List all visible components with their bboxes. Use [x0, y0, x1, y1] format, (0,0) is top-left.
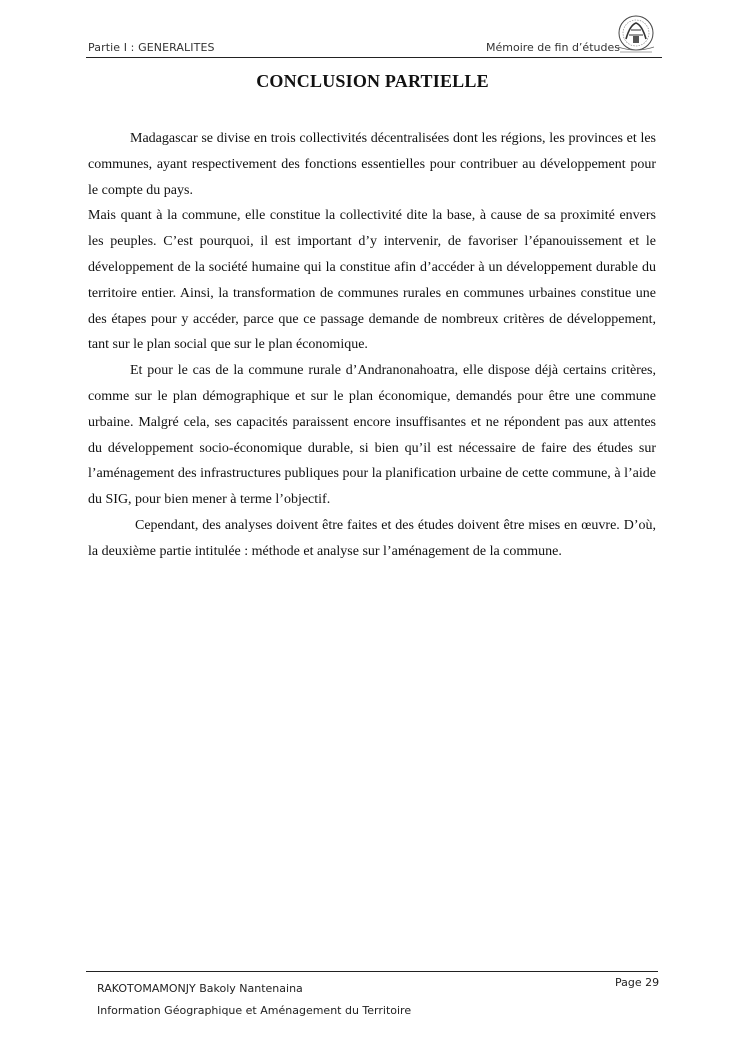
institution-seal-icon — [612, 13, 660, 57]
paragraph-3: Et pour le cas de la commune rurale d’Andranonahoatra, elle dispose déjà certains critères, comme sur le plan démographique et sur le plan économique, demandés pour être une commune urbaine. Malgré cela, ses capacités paraissent encore insuffisantes et ne répondent pas aux attentes du développement socio-économique durable, si bien qu’il est nécessaire de faire des études sur l’aménagement des infrastructures publiques pour la planification urbaine de cette commune, à l’aide du SIG, pour bien mener à terme l’objectif. — [88, 363, 656, 508]
paragraph-2: Mais quant à la commune, elle constitue la collectivité dite la base, à cause de sa proximité envers les peuples. C’est pourquoi, il est important d’y intervenir, de favoriser l’épanouissement et le développement de la société humaine qui la constitue afin d’accéder à un développement durable du territoire entier. Ainsi, la transformation de communes rurales en communes urbaines constitue une des étapes pour y accéder, parce que ce passage demande de nombreux critères de développement, tant sur le plan social que sur le plan économique. — [88, 208, 656, 353]
footer-author: RAKOTOMAMONJY Bakoly Nantenaina — [97, 982, 303, 995]
page-number: Page 29 — [615, 976, 660, 989]
page-title: CONCLUSION PARTIELLE — [256, 71, 489, 91]
footer-subtitle: Information Géographique et Aménagement du Territoire — [97, 1004, 412, 1017]
paragraph-1: Madagascar se divise en trois collectivités décentralisées dont les régions, les provinces et les communes, ayant respectivement des fonctions essentielles pour contribuer au développement pour le compte du pays. — [88, 131, 656, 198]
body-text — [88, 126, 656, 565]
paragraph-4: Cependant, des analyses doivent être faites et des études doivent être mises en œuvre. D’où, la deuxième partie intitulée : méthode et analyse sur l’aménagement de la commune. — [88, 517, 656, 559]
footer-divider — [86, 971, 658, 972]
header-left-text: Partie I : GENERALITES — [88, 41, 215, 54]
header-divider — [86, 57, 662, 58]
header-right-text: Mémoire de fin d’études — [486, 41, 620, 54]
